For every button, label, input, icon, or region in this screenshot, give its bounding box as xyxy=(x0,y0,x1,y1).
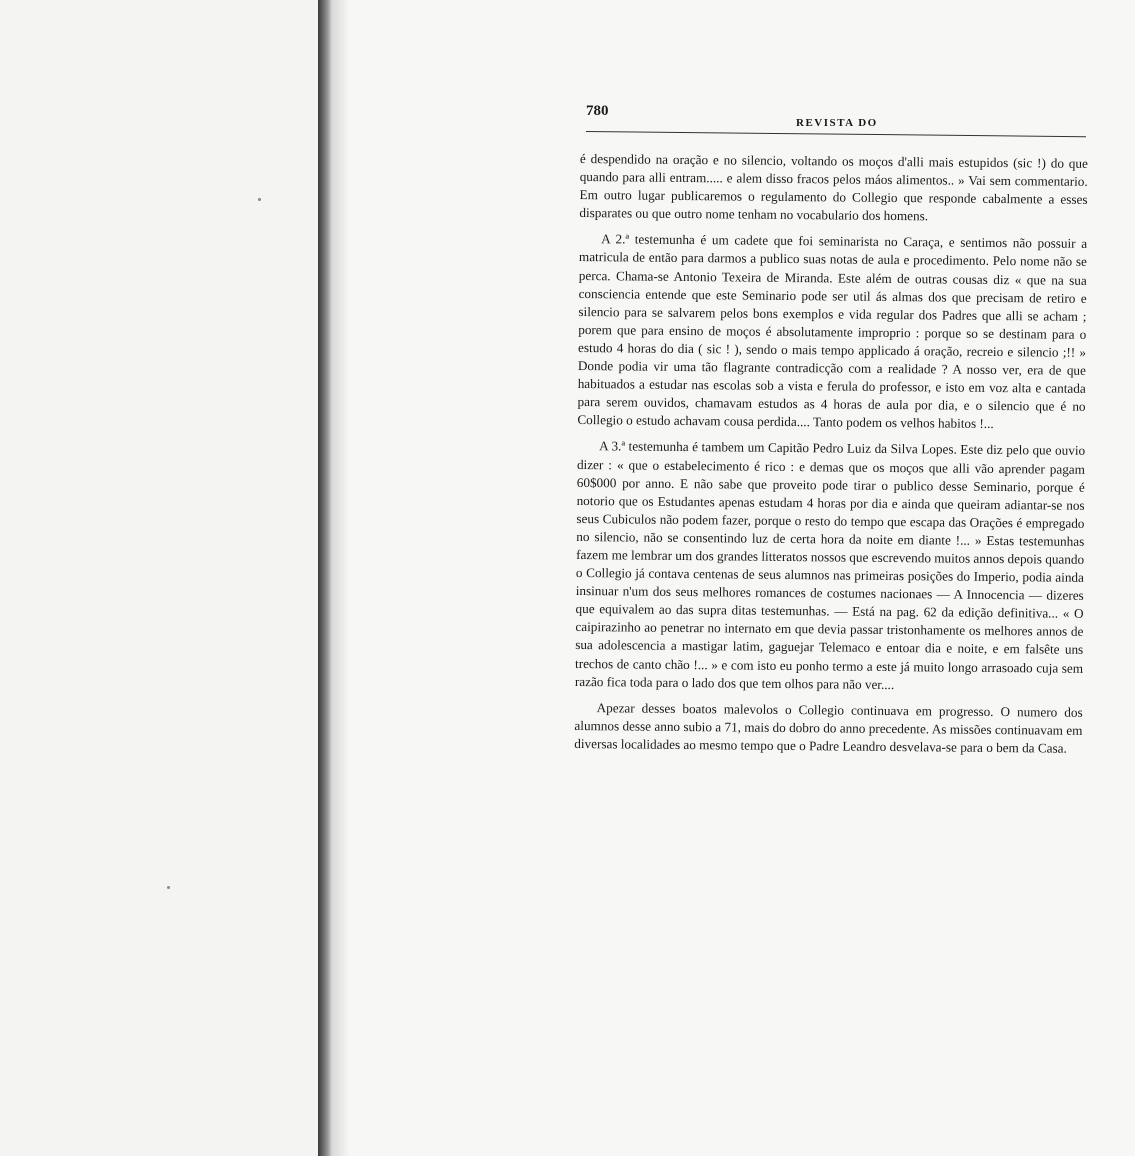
book-gutter xyxy=(318,0,332,1156)
page-number: 780 xyxy=(586,103,609,119)
paper-speck xyxy=(258,198,261,201)
running-head: REVISTA DO xyxy=(796,117,878,129)
paragraph-3: A 3.ª testemunha é tambem um Capitão Pedro Luiz da Silva Lopes. Este diz pelo que ouvio dizer : « que o estabelecimento é rico : e demas que os moços que alli vão aprender pagam 60$000 por anno. E não sabe que proveito pode tirar o publico desse Seminario, porque é notorio que os Estudantes apenas estudam 4 horas por dia e ainda que queiram adiantar-se nos seus Cubiculos não podem fazer, porque o resto do tempo que escapa das Orações é empregado no silencio, não se consentindo luz de certa hora da noite em diante !... » Estas testemunhas fazem me lembrar um dos grandes litteratos nossos que escrevendo muitos annos depois quando o Collegio já contava centenas de seus alumnos nas primeiras posições do Imperio, podia ainda insinuar n'um dos seus melhores romances de costumes nacionaes — A Innocencia — dizeres que equivalem ao das supra ditas testemunhas. — Está na pag. 62 da edição definitiva... « O caipirazinho ao penetrar no internato em que devia passar tristonhamente os melhores annos de sua adolescencia a mastigar latim, gaguejar Telemaco e entoar dia e noite, e em falsête uns trechos de canto chão !... » e com isto eu ponho termo a este já muito longo arrasoado cuja sem razão fica toda para o lado dos que tem olhos para não ver.... xyxy=(574,438,1086,692)
body-text xyxy=(574,150,1088,766)
paper-speck xyxy=(167,886,170,889)
paragraph-4: Apezar desses boatos malevolos o Collegio continuava em progresso. O numero dos alumnos desse anno subio a 71, mais do dobro do anno precedente. As missões continuavam em diversas localidades ao mesmo tempo que o Padre Leandro desvelava-se para o bem da Casa. xyxy=(574,699,1083,756)
paragraph-2: A 2.ª testemunha é um cadete que foi seminarista no Caraça, e sentimos não possuir a matricula de então para darmos a publico suas notas de aula e procedimento. Pelo nome não se perca. Chama-se Antonio Texeira de Miranda. Este além de outras cousas diz « que na sua consciencia entende que este Seminario pode ser util ás almas dos que precisam de retiro e silencio para se salvarem pelos bons exemplos e vida regular dos Padres que alli se acham ; porem que para ensino de moços é absolutamente improprio : porque so se destinam para o estudo 4 horas do dia ( sic ! ), sendo o mais tempo applicado á oração, recreio e silencio ;!! » Donde podia vir uma tão flagrante contradicção com a realidade ? A nosso ver, era de que habituados a estudar nas escolas sob a vista e ferula do professor, e isto em voz alta e cantada para serem ouvidos, chamavam estudos as 4 horas de aula por dia, e o silencio que é no Collegio o estudo achavam cousa perdida.... Tanto podem os velhos habitos !... xyxy=(577,231,1088,432)
page-header xyxy=(586,103,1086,133)
gutter-shadow xyxy=(332,0,350,1156)
paragraph-1: é despendido na oração e no silencio, voltando os moços d'alli mais estupidos (sic !) do que quando para alli entram..... e alem disso fracos pelos máos alimentos.. » Vai sem commentario. Em outro lugar publicaremos o regulamento do Collegio que responde cabalmente a esses disparates ou que outro nome tenham no vocabulario dos homens. xyxy=(579,150,1088,224)
left-page xyxy=(0,0,318,1156)
